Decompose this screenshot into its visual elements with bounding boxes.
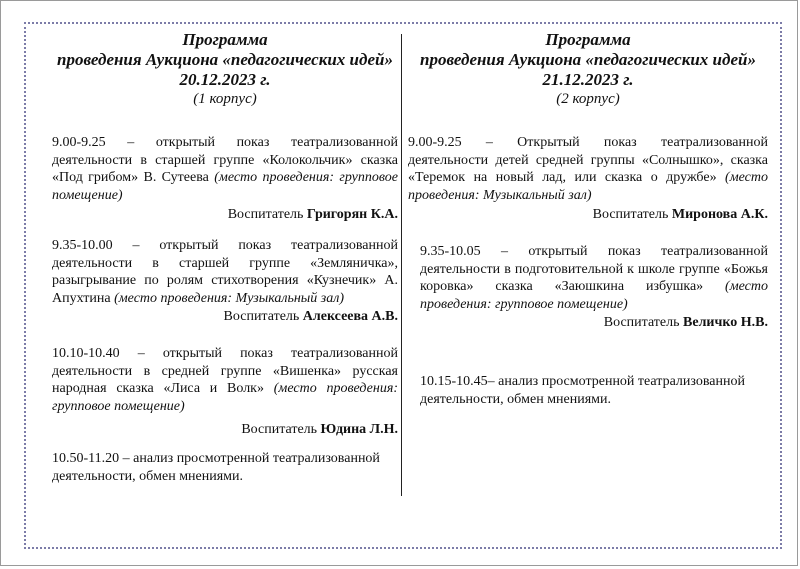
program-title: Программа [182,30,268,49]
responsible-person: Григорян К.А. [306,207,398,222]
responsible-role: Воспитатель [227,207,307,222]
program-date: 21.12.2023 г. [542,70,634,89]
responsible-role: Воспитатель [241,422,321,437]
event-time: 9.00-9.25 [408,135,462,150]
event-text: – открытый показ театрализованной деятельности в старшей группе «Колокольчик» сказка «Под грибом» В. Сутеева [52,135,398,185]
program-right [408,30,768,108]
responsible-person: Миронова А.К. [671,207,768,222]
event-time: 9.35-10.00 [52,238,113,253]
event-time: 10.10-10.40 [52,346,120,361]
program-subtitle: проведения Аукциона «педагогических идей» [57,50,393,69]
event-block [52,237,398,326]
event-place: (место проведения: групповое помещение) [420,279,768,312]
event-place: (место проведения: групповое помещение) [52,381,398,414]
responsible-role: Воспитатель [592,207,672,222]
event-block [408,134,768,224]
event-block [420,243,768,332]
program-title: Программа [545,30,631,49]
event-text: – Открытый показ театрализованной деятельности детей средней группы «Солнышко», сказка «Теремок на новый лад, или сказка о дружбе» [408,135,768,185]
event-place: (место проведения: Музыкальный зал) [114,290,345,306]
event-text: – открытый показ театрализованной деятельности в подготовительной к школе группе «Божья коровка» сказка «Заюшкина избушка» [420,244,768,294]
program-building: (2 корпус) [556,91,620,107]
event-text: – открытый показ театрализованной деятельности в средней группе «Вишенка» русская народная сказка «Лиса и Волк» [52,346,398,396]
closing-note: 10.15-10.45– анализ просмотренной театрализованной деятельности, обмен мнениями. [420,374,745,407]
responsible-role: Воспитатель [603,315,684,330]
responsible-role: Воспитатель [223,309,303,324]
program-building: (1 корпус) [193,91,257,107]
event-place: (место проведения: Музыкальный зал) [408,170,768,203]
program-date: 20.12.2023 г. [179,70,271,89]
event-place: (место проведения: групповое помещение) [52,170,398,203]
event-text: – открытый показ театрализованной деятельности в старшей группе «Земляничка», разыгрывание по ролям стихотворения «Кузнечик» А. Апухтина [52,238,398,306]
event-block [52,345,398,439]
responsible-person: Юдина Л.Н. [320,422,398,437]
event-time: 9.00-9.25 [52,135,106,150]
program-left [52,30,398,108]
responsible-person: Алексеева А.В. [302,309,398,324]
event-block [52,134,398,224]
closing-note: 10.50-11.20 – анализ просмотренной театрализованной деятельности, обмен мнениями. [52,451,380,484]
program-subtitle: проведения Аукциона «педагогических идей» [420,50,756,69]
event-time: 9.35-10.05 [420,244,481,259]
column-divider [401,34,402,496]
responsible-person: Величко Н.В. [683,315,768,330]
